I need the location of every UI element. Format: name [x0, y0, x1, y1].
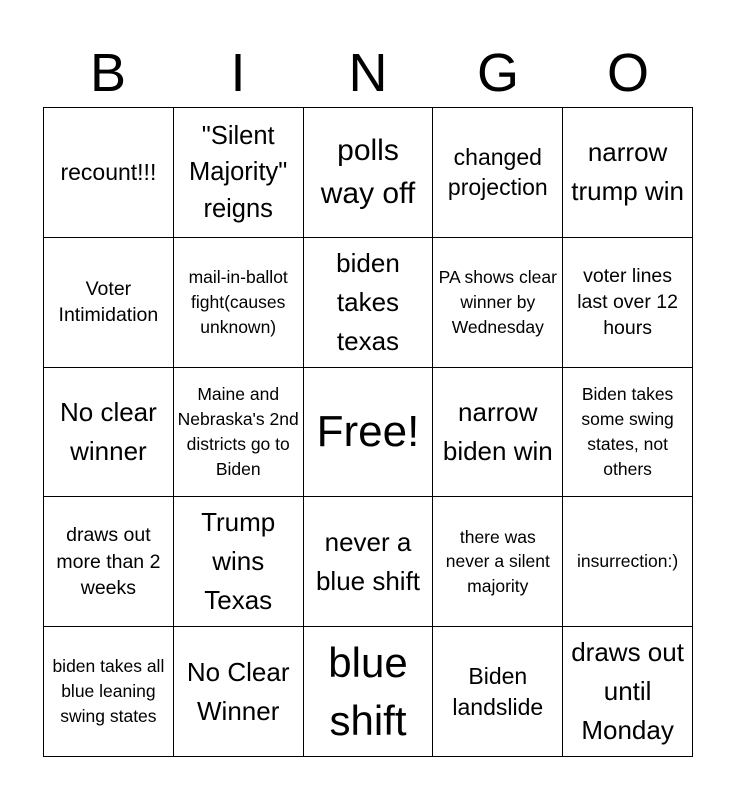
- bingo-cell-r2c2[interactable]: [174, 238, 304, 368]
- cell-text: narrow trump win: [571, 137, 684, 207]
- cell-text: never a blue shift: [315, 526, 421, 596]
- cell-text: Biden takes some swing states, not others: [581, 384, 674, 479]
- header-letter-n: N: [348, 43, 388, 103]
- bingo-header: [43, 40, 693, 106]
- bingo-cell-r5c5[interactable]: [563, 627, 693, 757]
- cell-text: biden takes texas: [336, 247, 400, 356]
- bingo-cell-free[interactable]: [304, 368, 434, 498]
- cell-text: No Clear Winner: [186, 656, 290, 726]
- bingo-cell-r5c4[interactable]: [433, 627, 563, 757]
- bingo-cell-r2c4[interactable]: [433, 238, 563, 368]
- free-space-text: Free!: [316, 406, 420, 456]
- header-letter-i: I: [230, 43, 246, 103]
- bingo-board: [43, 107, 693, 757]
- cell-text: Trump wins Texas: [201, 507, 276, 616]
- cell-text: draws out more than 2 weeks: [56, 524, 161, 599]
- header-letter-o: O: [606, 43, 649, 103]
- bingo-cell-r1c2[interactable]: [174, 108, 304, 238]
- header-letter-b: B: [89, 43, 127, 103]
- cell-text: there was never a silent majority: [445, 526, 550, 597]
- bingo-cell-r3c2[interactable]: [174, 368, 304, 498]
- cell-text: Maine and Nebraska's 2nd districts go to Biden: [177, 384, 299, 479]
- bingo-cell-r2c5[interactable]: [563, 238, 693, 368]
- bingo-cell-r3c1[interactable]: [44, 368, 174, 498]
- cell-text: recount!!!: [60, 159, 157, 186]
- bingo-cell-r4c4[interactable]: [433, 497, 563, 627]
- cell-text: changed projection: [447, 144, 548, 201]
- bingo-cell-r2c3[interactable]: [304, 238, 434, 368]
- cell-text: PA shows clear winner by Wednesday: [438, 266, 557, 337]
- bingo-cell-r3c5[interactable]: [563, 368, 693, 498]
- bingo-cell-r1c3[interactable]: [304, 108, 434, 238]
- bingo-cell-r1c1[interactable]: [44, 108, 174, 238]
- bingo-cell-r3c4[interactable]: [433, 368, 563, 498]
- bingo-cell-r5c2[interactable]: [174, 627, 304, 757]
- cell-text: mail-in-ballot fight(causes unknown): [188, 266, 288, 337]
- bingo-cell-r4c2[interactable]: [174, 497, 304, 627]
- cell-text: biden takes all blue leaning swing states: [52, 656, 165, 727]
- bingo-cell-r2c1[interactable]: [44, 238, 174, 368]
- cell-text: insurrection:): [577, 551, 679, 572]
- bingo-cell-r4c5[interactable]: [563, 497, 693, 627]
- bingo-cell-r4c1[interactable]: [44, 497, 174, 627]
- cell-text: voter lines last over 12 hours: [577, 264, 678, 340]
- cell-text: blue shift: [328, 638, 408, 744]
- cell-text: polls way off: [320, 133, 416, 211]
- header-letter-g: G: [476, 43, 519, 103]
- cell-text: Voter Intimidation: [58, 277, 159, 327]
- cell-text: narrow biden win: [442, 396, 553, 466]
- bingo-cell-r5c3[interactable]: [304, 627, 434, 757]
- cell-text: Biden landslide: [452, 663, 544, 720]
- bingo-cell-r1c5[interactable]: [563, 108, 693, 238]
- bingo-cell-r5c1[interactable]: [44, 627, 174, 757]
- bingo-cell-r1c4[interactable]: [433, 108, 563, 238]
- bingo-cell-r4c3[interactable]: [304, 497, 434, 627]
- cell-text: "Silent Majority" reigns: [189, 122, 288, 223]
- cell-text: draws out until Monday: [571, 637, 684, 746]
- cell-text: No clear winner: [59, 396, 157, 466]
